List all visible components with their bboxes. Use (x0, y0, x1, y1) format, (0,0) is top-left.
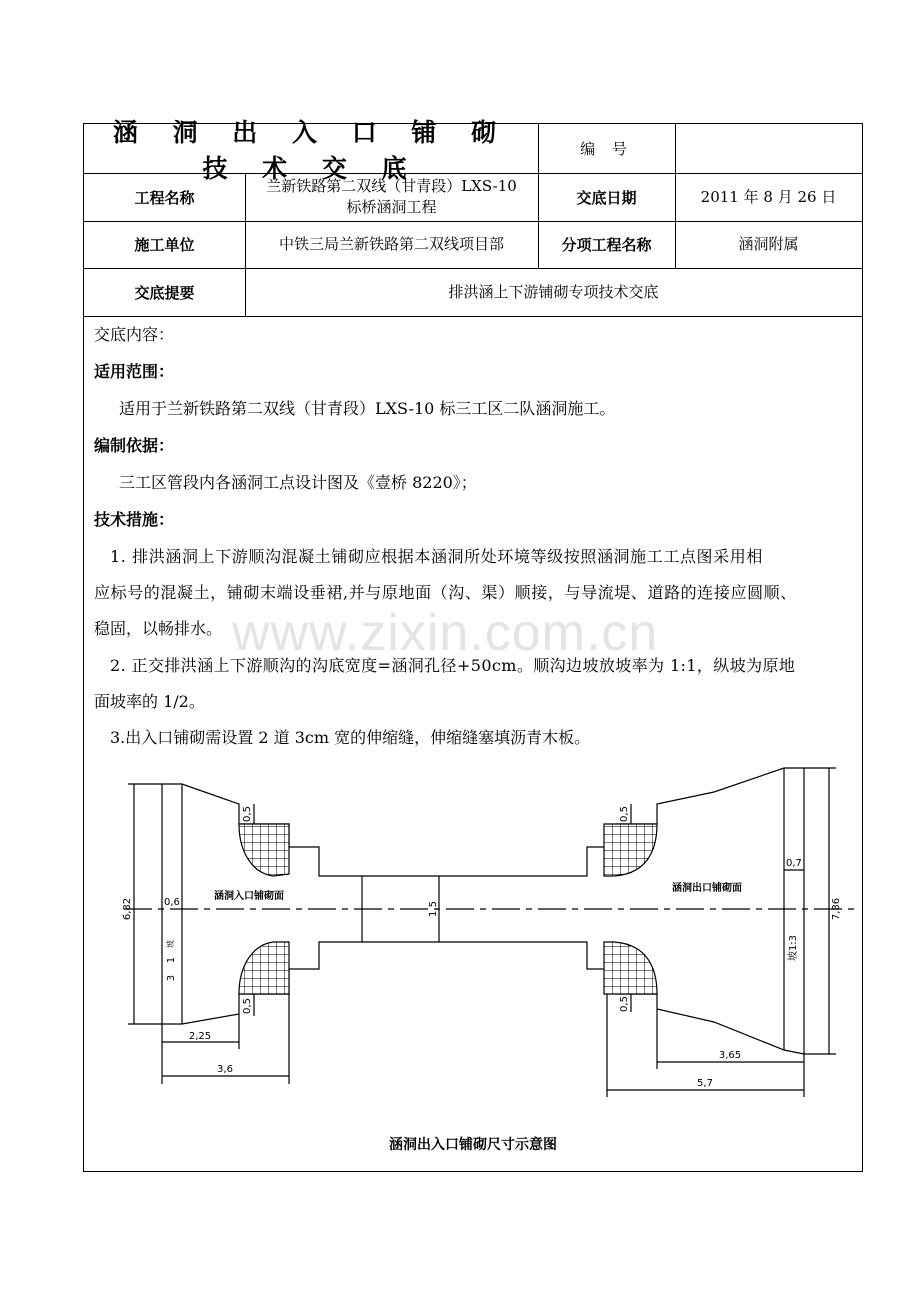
slope-left-3: 3 (166, 974, 177, 982)
measure-2-line-2: 面坡率的 1/2。 (94, 692, 205, 711)
project-name-line2: 标桥涵洞工程 (346, 198, 437, 216)
unit-value: 中铁三局兰新铁路第二双线项目部 (278, 235, 504, 253)
inlet-paving-top (239, 824, 289, 876)
measure-3: 3.出入口铺砌需设置 2 道 3cm 宽的伸缩缝，伸缩缝塞填沥青木板。 (110, 728, 591, 747)
slope-right: 坡1:3 (788, 934, 799, 962)
scope-heading: 适用范围： (94, 362, 175, 381)
dim-05-bottom-right: 0,5 (619, 996, 630, 1012)
slope-left-1: 1 (166, 956, 177, 964)
doc-title: 涵 洞 出 入 口 铺 砌 技 术 交 底 (112, 117, 510, 183)
measures-heading: 技术措施： (94, 510, 175, 529)
summary-label: 交底提要 (134, 283, 195, 302)
diagram-caption: 涵洞出入口铺砌尺寸示意图 (389, 1137, 557, 1153)
dim-225: 2,25 (188, 1031, 212, 1042)
project-name-value (245, 173, 538, 221)
dim-57: 5,7 (697, 1078, 713, 1089)
outlet-label: 涵洞出口铺砌面 (672, 883, 742, 894)
dim-05-top-left: 0,5 (242, 806, 253, 822)
dim-05-top-right: 0,5 (619, 806, 630, 822)
measure-1-line-2: 应标号的混凝土，铺砌末端设垂裙,并与原地面（沟、渠）顺接，与导流堤、道路的连接应圆顺、 (94, 583, 797, 602)
watermark: www.zixin.com.cn (232, 604, 659, 662)
dim-hole: 1,5 (428, 901, 439, 917)
culvert-diagram (84, 754, 862, 1173)
date-label: 交底日期 (576, 188, 637, 207)
dim-36: 3,6 (217, 1064, 233, 1075)
dim-total-right: 7,86 (831, 897, 842, 921)
measure-2-line-1: 2. 正交排洪涵上下游顺沟的沟底宽度=涵洞孔径+50cm。顺沟边坡放坡率为 1:1，纵坡为原地 (110, 656, 796, 675)
outlet-paving-top (604, 824, 657, 876)
measure-1-line-1: 1. 排洪涵洞上下游顺沟混凝土铺砌应根据本涵洞所处环境等级按照涵洞施工工点图采用相 (110, 547, 763, 566)
summary-value: 排洪涵上下游铺砌专项技术交底 (448, 282, 659, 301)
dim-06: 0,6 (164, 897, 180, 908)
measure-1-line-3: 稳固，以畅排水。 (94, 619, 223, 638)
inlet-paving-bottom (239, 942, 289, 994)
unit-label: 施工单位 (134, 236, 195, 254)
outlet-outline (544, 768, 804, 1054)
number-value (675, 124, 862, 173)
project-name-label: 工程名称 (134, 188, 195, 207)
content-intro: 交底内容： (94, 325, 175, 344)
disclosure-form (83, 117, 863, 1172)
outlet-paving-bottom (604, 942, 657, 994)
dim-365: 3,65 (718, 1050, 742, 1061)
dim-total-left: 6,82 (122, 897, 133, 921)
basis-heading: 编制依据： (94, 436, 175, 455)
inlet-label: 涵洞入口铺砌面 (214, 891, 284, 902)
subitem-value: 涵洞附属 (738, 235, 799, 253)
scope-text: 适用于兰新铁路第二双线（甘青段）LXS-10 标三工区二队涵洞施工。 (119, 399, 616, 418)
slope-left-word: 坡 (166, 940, 175, 948)
row-divider (84, 316, 862, 317)
project-name-line1: 兰新铁路第二双线（甘青段）LXS-10 (266, 177, 517, 195)
subitem-label: 分项工程名称 (561, 236, 652, 254)
basis-text: 三工区管段内各涵洞工点设计图及《壹桥 8220》； (119, 473, 477, 492)
number-label: 编 号 (580, 140, 633, 158)
dim-07: 0,7 (786, 858, 802, 869)
date-value: 2011 年 8 月 26 日 (700, 187, 837, 206)
dim-05-bottom-left: 0,5 (242, 998, 253, 1014)
